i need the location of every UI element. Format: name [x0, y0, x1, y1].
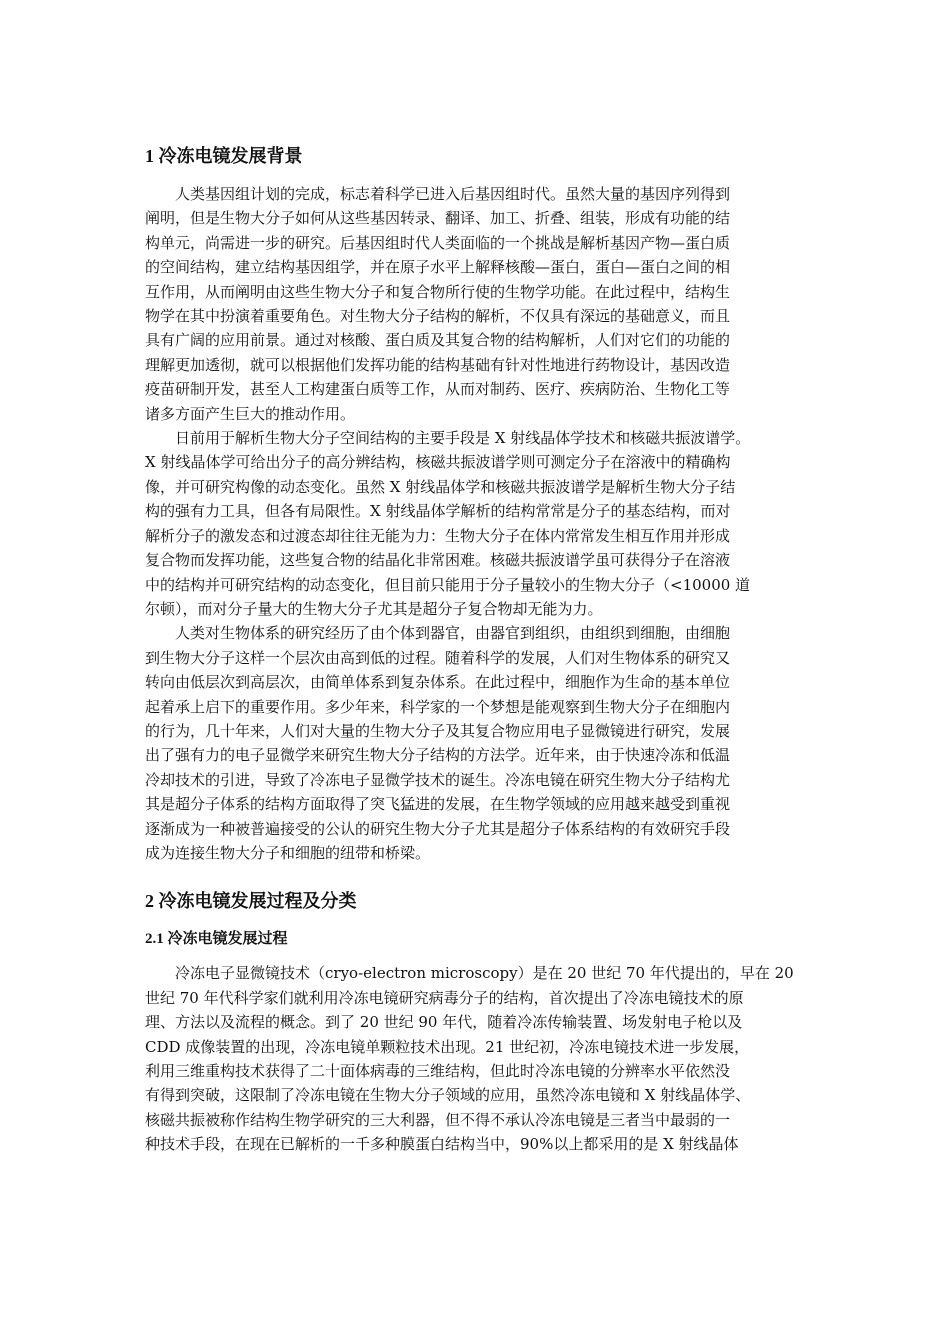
text-line: 世纪 70 年代科学家们就利用冷冻电镜研究病毒分子的结构，首次提出了冷冻电镜技术的原: [145, 988, 744, 1007]
text-line: 起着承上启下的重要作用。多少年来，科学家的一个梦想是能观察到生物大分子在细胞内: [145, 697, 731, 716]
text-line: 出了强有力的电子显微学来研究生物大分子结构的方法学。近年来，由于快速冷冻和低温: [145, 746, 731, 765]
text-line: 有得到突破，这限制了冷冻电镜在生物大分子领域的应用，虽然冷冻电镜和 X 射线晶体学、: [145, 1086, 751, 1105]
text-line: 理、方法以及流程的概念。到了 20 世纪 90 年代，随着冷冻传输装置、场发射电子枪以及: [145, 1013, 743, 1032]
section-2-1-body: [145, 961, 813, 1156]
text-line: 构单元，尚需进一步的研究。后基因组时代人类面临的一个挑战是解析基因产物—蛋白质: [145, 233, 731, 252]
text-line: 具有广阔的应用前景。通过对核酸、蛋白质及其复合物的结构解析，人们对它们的功能的: [145, 331, 731, 350]
text-line: 的空间结构，建立结构基因组学，并在原子水平上解释核酸—蛋白，蛋白—蛋白之间的相: [145, 258, 731, 277]
subsection-2-1-heading: 2.1 冷冻电镜发展过程: [145, 931, 288, 948]
section-1-heading: 1 冷冻电镜发展背景: [145, 146, 303, 166]
text-line: 冷却技术的引进，导致了冷冻电子显微学技术的诞生。冷冻电镜在研究生物大分子结构尤: [145, 770, 731, 789]
text-line: 像，并可研究构像的动态变化。虽然 X 射线晶体学和核磁共振波谱学是解析生物大分子结: [145, 477, 736, 496]
paragraph: [145, 621, 813, 865]
text-line: 逐渐成为一种被普遍接受的公认的研究生物大分子尤其是超分子体系结构的有效研究手段: [145, 819, 731, 838]
text-line: X 射线晶体学可给出分子的高分辨结构，核磁共振波谱学则可测定分子在溶液中的精确构: [145, 453, 731, 472]
text-line: 核磁共振被称作结构生物学研究的三大利器，但不得不承认冷冻电镜是三者当中最弱的一: [145, 1110, 731, 1129]
text-line: 互作用，从而阐明由这些生物大分子和复合物所行使的生物学功能。在此过程中，结构生: [145, 282, 731, 301]
text-line: 人类对生物体系的研究经历了由个体到器官，由器官到组织，由组织到细胞，由细胞: [145, 624, 731, 643]
text-line: 成为连接生物大分子和细胞的纽带和桥梁。: [145, 843, 431, 862]
section-2-heading: 2 冷冻电镜发展过程及分类: [145, 891, 357, 912]
paragraph: [145, 182, 813, 426]
text-line: 物学在其中扮演着重要角色。对生物大分子结构的解析，不仅具有深远的基础意义，而且: [145, 307, 731, 326]
text-line: 解析分子的激发态和过渡态却往往无能为力：生物大分子在体内常常发生相互作用并形成: [145, 526, 731, 545]
text-line: 日前用于解析生物大分子空间结构的主要手段是 X 射线晶体学技术和核磁共振波谱学。: [145, 429, 751, 448]
text-line: 人类基因组计划的完成，标志着科学已进入后基因组时代。虽然大量的基因序列得到: [145, 185, 731, 203]
text-line: 到生物大分子这样一个层次由高到低的过程。随着科学的发展，人们对生物体系的研究又: [145, 648, 731, 667]
text-line: 疫苗研制开发，甚至人工构建蛋白质等工作，从而对制药、医疗、疾病防治、生物化工等: [145, 380, 731, 399]
text-line: 阐明，但是生物大分子如何从这些基因转录、翻译、加工、折叠、组装，形成有功能的结: [145, 209, 731, 228]
text-line: 构的强有力工具，但各有局限性。X 射线晶体学解析的结构常常是分子的基态结构，而对: [145, 502, 731, 521]
text-line: 转向由低层次到高层次，由简单体系到复杂体系。在此过程中，细胞作为生命的基本单位: [145, 673, 731, 692]
text-line: 中的结构并可研究结构的动态变化，但目前只能用于分子量较小的生物大分子（<10000 道: [145, 575, 751, 594]
text-line: CDD 成像装置的出现，冷冻电镜单颗粒技术出现。21 世纪初，冷冻电镜技术进一步发展，: [145, 1037, 750, 1056]
text-line: 其是超分子体系的结构方面取得了突飞猛进的发展，在生物学领域的应用越来越受到重视: [145, 795, 731, 814]
text-line: 的行为，几十年来，人们对大量的生物大分子及其复合物应用电子显微镜进行研究，发展: [145, 721, 731, 740]
text-line: 复合物而发挥功能，这些复合物的结晶化非常困难。核磁共振波谱学虽可获得分子在溶液: [145, 551, 731, 570]
section-1-body: [145, 182, 813, 865]
text-line: 尔顿），而对分子量大的生物大分子尤其是超分子复合物却无能为力。: [145, 599, 603, 618]
text-line: 种技术手段，在现在已解析的一千多种膜蛋白结构当中，90%以上都采用的是 X 射线晶体: [145, 1135, 739, 1154]
text-line: 利用三维重构技术获得了二十面体病毒的三维结构，但此时冷冻电镜的分辨率水平依然没: [145, 1062, 731, 1080]
paragraph: [145, 426, 813, 621]
document-page: [145, 142, 813, 1157]
text-line: 冷冻电子显微镜技术（cryo-electron microscopy）是在 20 世纪 70 年代提出的，早在 20: [145, 964, 794, 983]
text-line: 理解更加透彻，就可以根据他们发挥功能的结构基础有针对性地进行药物设计，基因改造: [145, 355, 731, 374]
text-line: 诸多方面产生巨大的推动作用。: [145, 404, 356, 423]
paragraph: [145, 961, 813, 1156]
